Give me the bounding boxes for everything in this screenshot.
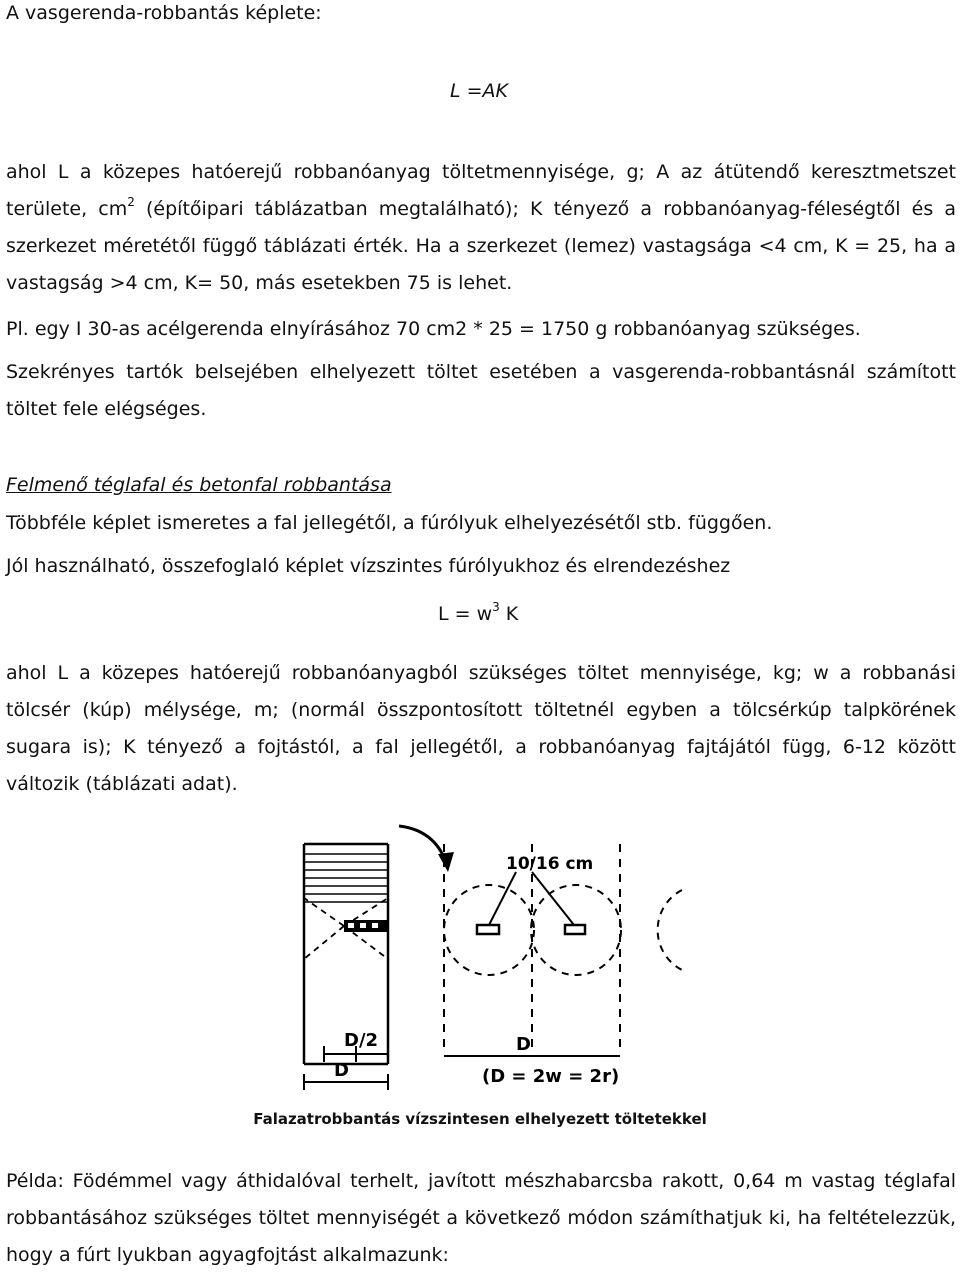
arrow-icon [399, 826, 446, 862]
paragraph-beam-explanation [6, 154, 956, 302]
page-title: A vasgerenda-robbantás képlete: [6, 2, 322, 24]
figure-caption: Falazatrobbantás vízszintesen elhelyezett töltetekkel [253, 1110, 707, 1128]
formula-wall [438, 600, 519, 625]
section-line: Jól használható, összefoglaló képlet vízszintes fúrólyukhoz és elrendezéshez [6, 555, 731, 577]
arrow-head-icon [438, 852, 454, 872]
paragraph-box-girder: Szekrényes tartók belsejében elhelyezett töltet esetében a vasgerenda-robbantásnál számított töltet fele elégséges. [6, 361, 956, 420]
borehole-icon [477, 925, 499, 934]
superscript: 3 [492, 600, 500, 614]
formula-right: K [499, 603, 519, 625]
half-d-label: D/2 [344, 1030, 379, 1051]
formula-label: (D = 2w = 2r) [482, 1066, 620, 1087]
superscript: 2 [127, 195, 135, 209]
paragraph-part: (építőipari táblázatban megtalálható); K tényező a robbanóanyag-féleségtől és a szerkezet méretétől függő táblázati érték. Ha a szerkezet (lemez) vastagsága <4 cm, K = 25, ha a vastagság >4 cm, K= 50, más esetekben 75 is lehet. [6, 198, 956, 294]
formula-left: L = w [438, 603, 493, 625]
d-label-right: D [516, 1034, 531, 1055]
formula-beam: L =AK [450, 80, 509, 102]
wall-blasting-figure [284, 814, 684, 1111]
example-line: Pl. egy I 30-as acélgerenda elnyírásához 70 cm2 * 25 = 1750 g robbanóanyag szükséges. [6, 318, 861, 340]
spacing-label: 10/16 cm [506, 854, 594, 874]
borehole-icon [565, 925, 585, 934]
d-label-left: D [334, 1060, 349, 1081]
section-heading: Felmenő téglafal és betonfal robbantása [6, 474, 392, 496]
section-line: Többféle képlet ismeretes a fal jellegétől, a fúrólyuk elhelyezésétől stb. függően. [6, 512, 773, 534]
figure-drawing [284, 814, 684, 1106]
paragraph-wall-explanation: ahol L a közepes hatóerejű robbanóanyagból szükséges töltet mennyisége, kg; w a robbanási tölcsér (kúp) mélysége, m; (normál összpontosított töltetnél egyben a tölcsérkúp talpkörének sugara is); K tényező a fojtástól, a fal jellegétől, a robbanóanyag fajtájától függ, 6-12 között változik (táblázati adat). [6, 662, 956, 795]
paragraph-example: Példa: Födémmel vagy áthidalóval terhelt, javított mészhabarcsba rakott, 0,64 m vastag téglafal robbantásához szükséges töltet mennyiségét a következő módon számíthatjuk ki, ha feltételezzük, hogy a fúrt lyukban agyagfojtást alkalmazunk: [6, 1170, 956, 1266]
paragraph-part: ahol L a közepes hatóerejű robbanóanyag töltetmennyisége, g; A az átütendő keresztmetszet területe, cm [6, 161, 956, 220]
